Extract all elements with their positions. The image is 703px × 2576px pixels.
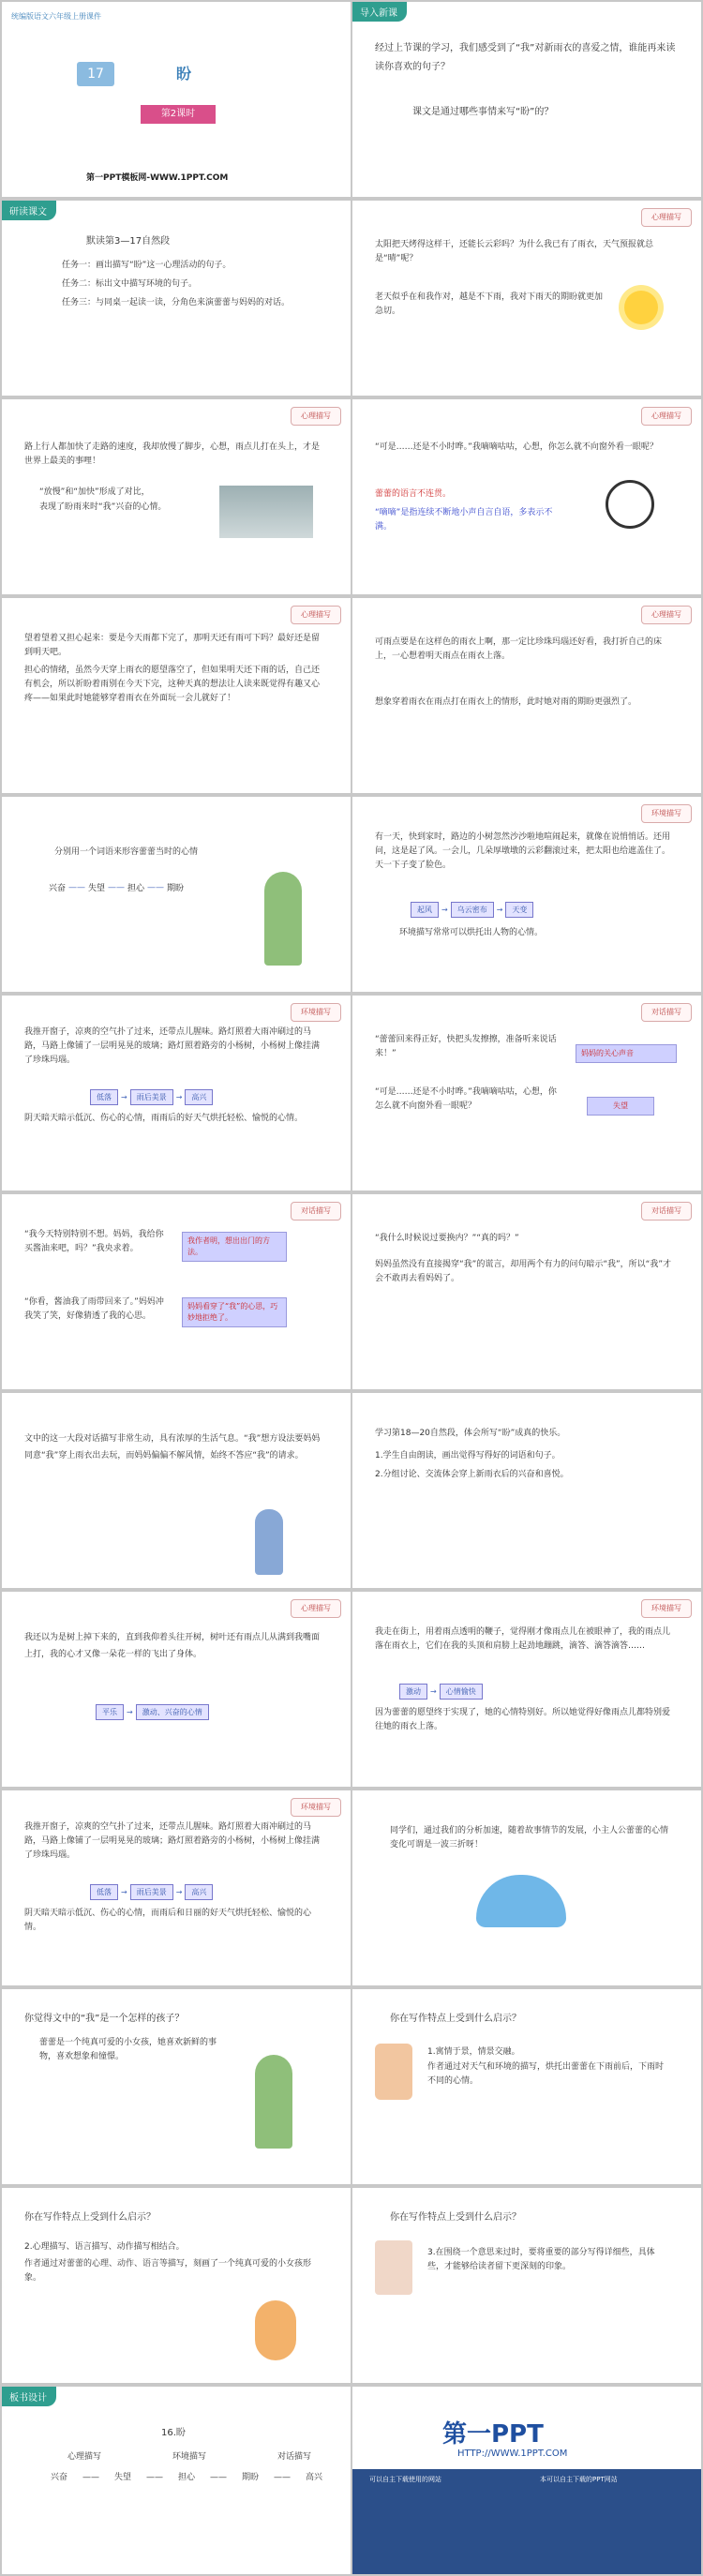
paragraph: “可是……还是不小时哗。”我嘀嘀咕咕，心想，你怎么就不向窗外看一眼呢？: [375, 442, 658, 452]
paragraph: “你看，酱油我了雨带回来了。”妈妈冲我笑了笑，好像猜透了我的心思。: [24, 1297, 164, 1321]
flow-step: 失望: [88, 884, 106, 893]
slide-26: [352, 2387, 701, 2574]
slide-8: [352, 598, 701, 793]
flow-step: 心情愉快: [440, 1684, 483, 1700]
board-term: 期盼: [241, 2473, 259, 2482]
tag-icon: 心理描写: [641, 407, 692, 426]
paragraph: 文中的这一大段对话描写非常生动，具有浓厚的生活气息。“我”想方设法要妈妈同意“我”穿上雨衣出去玩，而妈妈偏偏不解风情，始终不答应“我”的请求。: [24, 1434, 321, 1460]
mood-flow: 兴奋 —— 失望 —— 担心 —— 期盼: [49, 882, 185, 893]
slide-10: [352, 797, 701, 992]
slide-13: [2, 1194, 351, 1389]
paragraph: 太阳把天烤得这样干，还能长云彩吗？为什么我已有了雨衣，天气预报就总是“晴”呢？: [375, 240, 654, 263]
paragraph: 经过上节课的学习，我们感受到了“我”对新雨衣的喜爱之情，谁能再来读读你喜欢的句子？: [375, 43, 676, 72]
site-name: 第一PPT模板网-WWW.1PPT.COM: [86, 173, 229, 183]
question: 你在写作特点上受到什么启示？: [390, 2212, 521, 2223]
slide-4: [352, 201, 701, 396]
slide-25: [2, 2387, 351, 2574]
footer-left-text: 可以自主下载使用的网站: [369, 2476, 441, 2483]
paragraph: 因为蕾蕾的愿望终于实现了，她的心情特别好。所以她觉得好像雨点儿都特别爱往她的雨衣上落。: [375, 1708, 671, 1731]
board-term: 高兴: [305, 2473, 322, 2482]
slide-1: [2, 2, 351, 197]
footer-right-text: 本可以自主下载的PPT网站: [540, 2476, 618, 2483]
section-tag: 板书设计: [2, 2387, 56, 2406]
paragraph: 环境描写常常可以烘托出人物的心情。: [399, 928, 544, 937]
board-row-2: 兴奋 —— 失望 —— 担心 —— 期盼 —— 高兴: [51, 2471, 322, 2485]
answer: 蕾蕾是一个纯真可爱的小女孩，她喜欢新鲜的事物，喜欢想象和憧憬。: [39, 2038, 217, 2061]
tag-icon: 环境描写: [641, 804, 692, 823]
tag-icon: 心理描写: [641, 208, 692, 227]
flow-step: 期盼: [167, 884, 185, 893]
paragraph: 我推开窗子，凉爽的空气扑了过来，还带点儿腥味。路灯照着大雨冲刷过的马路，马路上像铺了一层明晃晃的玻璃；路灯照着路旁的小杨树，小杨树上像挂满了珍珠玛瑙。: [24, 1822, 321, 1860]
slide-19: [2, 1790, 351, 1985]
paragraph: 我还以为是树上掉下来的，直到我仰着头往开树，树叶还有雨点儿从满到我嘴面上打，我的心才又像一朵花一样的飞出了身体。: [24, 1633, 321, 1659]
board-term: 环境描写: [172, 2452, 206, 2462]
child-illustration-icon: [255, 2300, 296, 2360]
lesson-title: 盼: [176, 65, 192, 82]
slide-5: [2, 399, 351, 594]
clock-icon: [606, 480, 654, 529]
question: 你觉得文中的“我”是一个怎样的孩子？: [24, 2014, 185, 2024]
logo-url: HTTP://WWW.1PPT.COM: [457, 2449, 568, 2459]
tag-icon: 环境描写: [291, 1798, 341, 1817]
section-tag: 研读课文: [2, 201, 56, 220]
slide-23: [2, 2188, 351, 2383]
paragraph: 有一天，快到家时，路边的小树忽然沙沙啦地喧闹起来，就像在说悄悄话。还用问，这是起了风。一会儿，几朵厚墩墩的云彩翻滚过来，把太阳也给遮盖住了。天一下子变了脸色。: [375, 832, 671, 870]
tag-icon: 环境描写: [291, 1003, 341, 1022]
board-term: 兴奋: [51, 2473, 68, 2482]
flow-step: 高兴: [185, 1089, 213, 1105]
flow-step: 兴奋: [49, 884, 67, 893]
answer: 3.在围绕一个意思来过时，要将重要的部分写得详细些，具体些，才能够给读者留下更深刻的印象。: [427, 2248, 655, 2271]
slide-title: 分别用一个词语来形容蕾蕾当时的心情: [54, 847, 199, 857]
flow-step: 激动、兴奋的心情: [136, 1704, 209, 1720]
question: 课文是通过哪些事情来写“盼”的？: [412, 107, 554, 117]
tag-icon: 对话描写: [291, 1202, 341, 1221]
paragraph: 我走在街上，用着雨点透明的鞭子，觉得刚才像雨点儿在被眼神了，我的雨点儿落在雨衣上，它们在我的头顶和肩膀上起劲地蹦跳，滴答、滴答滴答……: [375, 1627, 671, 1651]
slide-7: [2, 598, 351, 793]
slide-2: [352, 2, 701, 197]
mood-flow: 低落 → 雨后美景 → 高兴: [90, 1884, 213, 1900]
flow-step: 高兴: [185, 1884, 213, 1900]
tag-icon: 心理描写: [641, 606, 692, 624]
paragraph: 担心的情绪，虽然今天穿上雨衣的愿望落空了，但如果明天还下雨的话，自己还有机会，所以祈盼着雨别在今天下完，这种天真的想法让人读来既觉得有趣又心疼——如果此时她能够穿着雨衣在外面玩一会儿就好了！: [24, 666, 321, 703]
paragraph: 我推开窗子，凉爽的空气扑了过来，还带点儿腥味。路灯照着大雨冲刷过的马路，马路上像铺了一层明晃晃的玻璃；路灯照着路旁的小杨树，小杨树上像挂满了珍珠玛瑙。: [24, 1027, 321, 1065]
answer: 2.心理描写、语言描写、动作描写相结合。: [24, 2242, 185, 2252]
flow-step: 平乐: [96, 1704, 124, 1720]
mood-flow: 激动 → 心情愉快: [399, 1684, 483, 1700]
board-term: 心理描写: [67, 2452, 102, 2462]
flow-step: 激动: [399, 1684, 427, 1700]
slide-24: [352, 2188, 701, 2383]
slide-16: [352, 1393, 701, 1588]
answer: 作者通过对蕾蕾的心理、动作、语言等描写，刻画了一个纯真可爱的小女孩形象。: [24, 2259, 312, 2283]
tag-icon: 对话描写: [641, 1202, 692, 1221]
task-1: 任务一：画出描写“盼”这一心理活动的句子。: [62, 261, 232, 270]
paragraph: 老天似乎在和我作对，越是不下雨，我对下雨天的期盼就更加急切。: [375, 292, 604, 316]
paragraph: “我什么时候说过要换内？”“真的吗？”: [375, 1234, 519, 1243]
board-row-1: [67, 2450, 311, 2464]
sun-icon: [624, 291, 658, 324]
mood-flow: 平乐 → 激动、兴奋的心情: [96, 1704, 209, 1720]
flow-step: 天变: [505, 902, 533, 918]
flow-step: 担心: [127, 884, 145, 893]
slide-20: [352, 1790, 701, 1985]
paragraph: 望着望着又担心起来：要是今天雨都下完了，那明天还有雨可下吗？最好还是留到明天吧。: [24, 634, 321, 657]
annotation-note: 妈妈的关心声音: [576, 1044, 677, 1063]
tag-icon: 对话描写: [641, 1003, 692, 1022]
umbrella-icon: [476, 1875, 566, 1927]
paragraph: 阴天暗天暗示低沉、伤心的心情，而雨后和日丽的好天气烘托轻松、愉悦的心情。: [24, 1909, 312, 1932]
task-1: 1.学生自由朗读，画出觉得写得好的词语和句子。: [375, 1451, 561, 1460]
girl-illustration-icon: [264, 872, 302, 966]
paragraph: “我今天特别特别不想。妈妈，我给你买酱油来吧，吗？”我央求着。: [24, 1230, 164, 1253]
task-2: 2.分组讨论、交流体会穿上新雨衣后的兴奋和喜悦。: [375, 1470, 569, 1479]
paragraph: 表现了盼雨来时“我”兴奋的心情。: [39, 502, 167, 512]
rain-image-icon: [219, 486, 313, 538]
note-blue: “嘀嘀”是指连续不断地小声自言自语，多表示不满。: [375, 508, 553, 532]
tag-icon: 心理描写: [291, 407, 341, 426]
mood-flow: 低落 → 雨后美景 → 高兴: [90, 1089, 213, 1105]
annotation-note: 妈妈看穿了“我”的心思，巧妙地拒绝了。: [182, 1297, 287, 1327]
flow-step: 乌云密布: [451, 902, 494, 918]
flow-step: 低落: [90, 1089, 118, 1105]
paragraph: 妈妈虽然没有直接揭穿“我”的谎言，却用两个有力的问句暗示“我”，所以“我”才会不敢再去看妈妈了。: [375, 1260, 671, 1283]
slide-18: [352, 1592, 701, 1787]
question: 你在写作特点上受到什么启示？: [390, 2014, 521, 2024]
paragraph: 学习第18—20自然段，体会所写“盼”成真的快乐。: [375, 1429, 566, 1438]
slide-12: [352, 996, 701, 1191]
boy-illustration-icon: [375, 2044, 412, 2100]
annotation-note: 我作者明，想出出门的方法。: [182, 1232, 287, 1262]
paragraph: “蕾蕾回来得正好，快把头发擦擦，准备听来说话来！”: [375, 1035, 557, 1058]
environment-flow: 起风 → 乌云密布 → 天变: [411, 902, 533, 918]
slide-9: [2, 797, 351, 992]
flow-step: 低落: [90, 1884, 118, 1900]
paragraph: 路上行人都加快了走路的速度，我却放慢了脚步，心想，雨点儿打在头上，才是世界上最美的事哩！: [24, 442, 321, 466]
board-title: 16.盼: [161, 2428, 186, 2438]
paragraph: 同学们，通过我们的分析加速，随着故事情节的发展，小主人公蕾蕾的心情变化可谓是一波三折呀！: [390, 1826, 669, 1850]
slide-3: [2, 201, 351, 396]
task-3: 任务三：与同桌一起读一读，分角色来演蕾蕾与妈妈的对话。: [62, 298, 291, 307]
tag-icon: 环境描写: [641, 1599, 692, 1618]
logo-text: 第一PPT: [442, 2420, 544, 2449]
section-tag: 导入新课: [352, 2, 407, 22]
paragraph: 可雨点要是在这样色的雨衣上啊，那一定比珍珠玛瑙还好看，我打折自己的床上，一心想着明天雨点在雨衣上落。: [375, 637, 663, 661]
slide-14: [352, 1194, 701, 1389]
slide-15: [2, 1393, 351, 1588]
paragraph: “放慢”和“加快”形成了对比，: [39, 487, 150, 497]
lead-line: 默读第3—17自然段: [86, 236, 171, 247]
paragraph: 想象穿着雨衣在雨点打在雨衣上的情形，此时她对雨的期盼更强烈了。: [375, 697, 637, 707]
board-term: 失望: [113, 2473, 131, 2482]
lesson-number: 17: [77, 62, 114, 86]
task-2: 任务二：标出文中描写环境的句子。: [62, 279, 198, 289]
flow-step: 雨后美景: [130, 1884, 173, 1900]
flow-step: 雨后美景: [130, 1089, 173, 1105]
tag-icon: 心理描写: [291, 1599, 341, 1618]
board-term: 担心: [177, 2473, 195, 2482]
tag-icon: 心理描写: [291, 606, 341, 624]
slide-17: [2, 1592, 351, 1787]
answer: 作者通过对天气和环境的描写，烘托出蕾蕾在下雨前后，下雨时不同的心情。: [427, 2062, 665, 2086]
slide-21: [2, 1989, 351, 2184]
slide-11: [2, 996, 351, 1191]
header-text: 统编版语文六年级上册课件: [11, 12, 101, 21]
flow-step: 起风: [411, 902, 439, 918]
question: 你在写作特点上受到什么启示？: [24, 2212, 156, 2223]
note-red: 蕾蕾的语言不连贯。: [375, 489, 452, 499]
board-term: 对话描写: [277, 2452, 311, 2462]
paragraph: 阴天暗天暗示低沉、伤心的心情，雨雨后的好天气烘托轻松、愉悦的心情。: [24, 1114, 304, 1123]
book-illustration-icon: [375, 2240, 412, 2295]
annotation-note: 失望: [587, 1097, 654, 1116]
subtitle-badge: 第2课时: [141, 105, 216, 124]
girl-illustration-icon: [255, 2055, 292, 2149]
answer: 1.寓情于景，情景交融。: [427, 2047, 520, 2057]
paragraph: “可是……还是不小时哗。”我嘀嘀咕咕，心想，你怎么就不向窗外看一眼呢？: [375, 1087, 557, 1111]
girl-illustration-icon: [255, 1509, 283, 1575]
slide-22: [352, 1989, 701, 2184]
slide-6: [352, 399, 701, 594]
